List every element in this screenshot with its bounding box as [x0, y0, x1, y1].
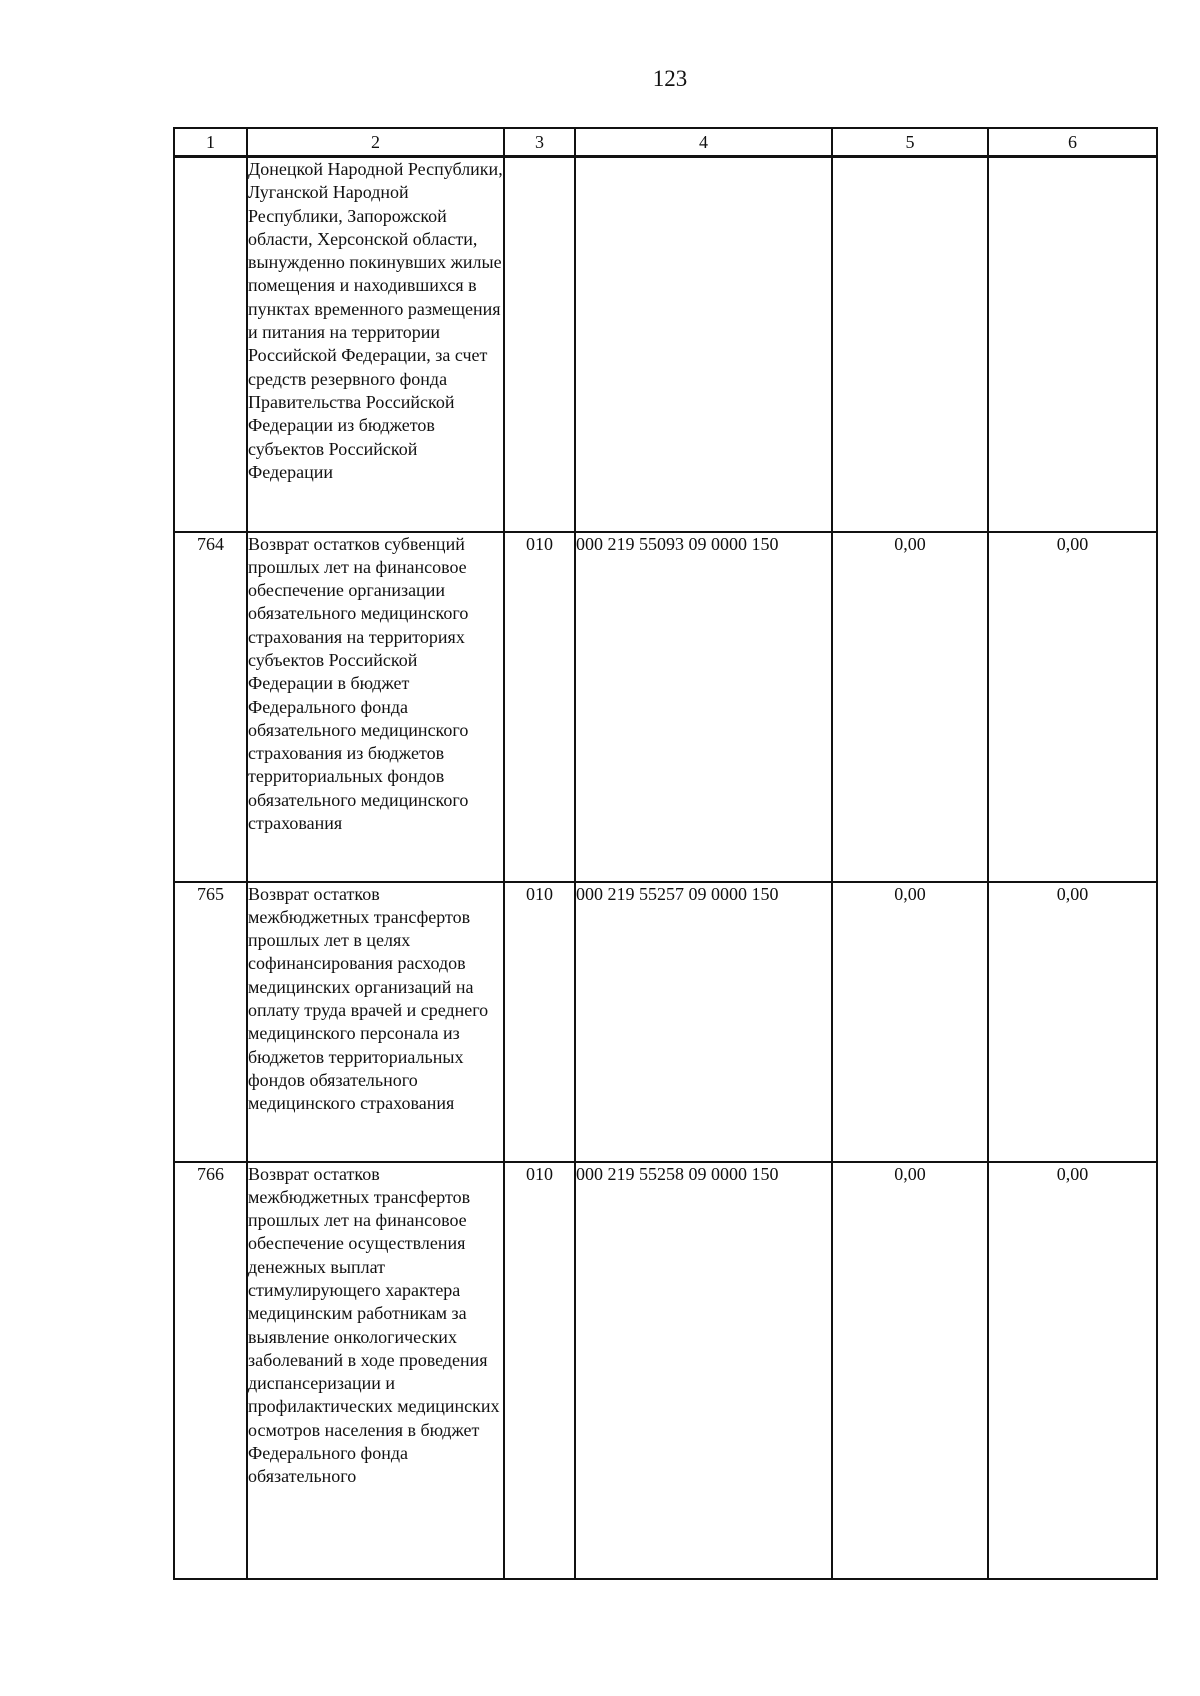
column-header-4: 4 [575, 128, 832, 157]
row-budget-code: 000 219 55258 09 0000 150 [575, 1162, 832, 1579]
column-header-2: 2 [247, 128, 504, 157]
table-row [174, 532, 1157, 882]
row-name-text: Возврат остатков субвенций прошлых лет на финансовое обеспечение организации обязательного медицинского страхования на территориях субъектов Российской Федерации в бюджет Федерального фонда обязательного медицинского страхования из бюджетов территориальных фондов обязательного медицинского страхования [248, 533, 469, 834]
row-number [174, 157, 247, 532]
row-value-5: 0,00 [832, 1162, 988, 1579]
row-name [247, 532, 504, 882]
row-value-5: 0,00 [832, 532, 988, 882]
table-row [174, 882, 1157, 1162]
row-name [247, 882, 504, 1162]
column-header-6: 6 [988, 128, 1157, 157]
column-header-3: 3 [504, 128, 575, 157]
row-value-6: 0,00 [988, 882, 1157, 1162]
table-row [174, 157, 1157, 532]
page-number: 123 [652, 66, 688, 91]
row-value-6: 0,00 [988, 1162, 1157, 1579]
row-name [247, 157, 504, 532]
row-budget-code: 000 219 55257 09 0000 150 [575, 882, 832, 1162]
row-budget-code: 000 219 55093 09 0000 150 [575, 532, 832, 882]
row-admin-code: 010 [504, 882, 575, 1162]
row-admin-code: 010 [504, 532, 575, 882]
column-header-1: 1 [174, 128, 247, 157]
row-value-5 [832, 157, 988, 532]
row-name-text: Возврат остатков межбюджетных трансфертов прошлых лет на финансовое обеспечение осуществления денежных выплат стимулирующего характера медицинским работникам за выявление онкологических заболеваний в ходе проведения диспансеризации и профилактических медицинских осмотров населения в бюджет Федерального фонда обязательного [248, 1163, 500, 1487]
row-value-5: 0,00 [832, 882, 988, 1162]
budget-table [173, 127, 1158, 1580]
row-budget-code [575, 157, 832, 532]
header-row [174, 128, 1157, 157]
row-number: 765 [174, 882, 247, 1162]
row-name-text: Возврат остатков межбюджетных трансфертов прошлых лет в целях софинансирования расходов медицинских организаций на оплату труда врачей и среднего медицинского персонала из бюджетов территориальных фондов обязательного медицинского страхования [248, 883, 489, 1114]
row-name-text: Донецкой Народной Республики, Луганской Народной Республики, Запорожской области, Херсонской области, вынужденно покинувших жилые помещения и находившихся в пунктах временного размещения и питания на территории Российской Федерации, за счет средств резервного фонда Правительства Российской Федерации из бюджетов субъектов Российской Федерации [248, 159, 503, 482]
column-header-5: 5 [832, 128, 988, 157]
row-admin-code [504, 157, 575, 532]
row-admin-code: 010 [504, 1162, 575, 1579]
row-number: 764 [174, 532, 247, 882]
row-value-6 [988, 157, 1157, 532]
row-value-6: 0,00 [988, 532, 1157, 882]
row-name [247, 1162, 504, 1579]
row-number: 766 [174, 1162, 247, 1579]
table-row [174, 1162, 1157, 1579]
